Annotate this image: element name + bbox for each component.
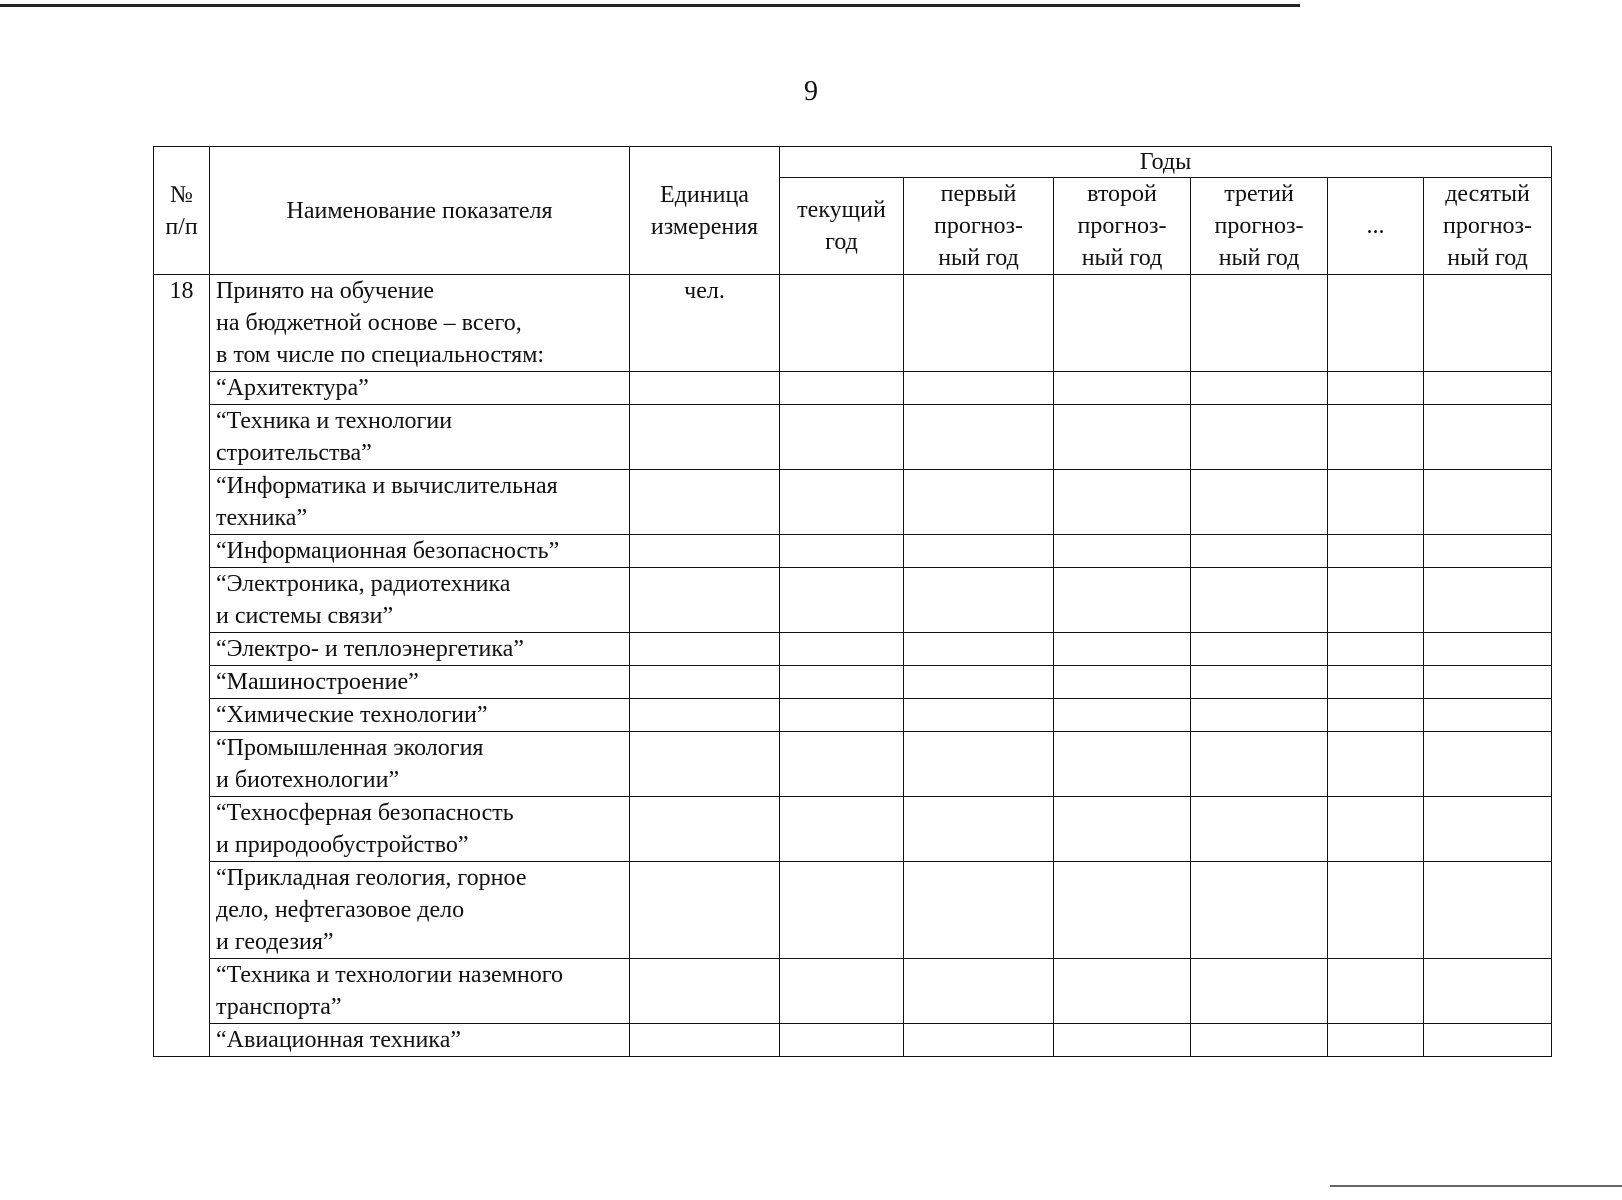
year-value-cell — [1191, 862, 1328, 959]
table-row — [154, 732, 1552, 797]
year-value-cell — [780, 862, 904, 959]
year-value-cell — [1191, 732, 1328, 797]
year-value-cell — [1191, 470, 1328, 535]
year-value-cell — [904, 535, 1054, 568]
year-value-cell — [1328, 405, 1424, 470]
header-year-first: первый прогноз- ный год — [904, 178, 1054, 275]
unit-cell — [630, 732, 780, 797]
year-value-cell — [1424, 633, 1552, 666]
year-value-cell — [780, 470, 904, 535]
indicator-name-cell: “Промышленная экология и биотехнологии” — [210, 732, 630, 797]
page-number: 9 — [804, 76, 818, 107]
year-value-cell — [780, 405, 904, 470]
unit-cell — [630, 633, 780, 666]
top-rule — [0, 4, 1300, 7]
table-row — [154, 275, 1552, 372]
unit-cell — [630, 959, 780, 1024]
year-value-cell — [780, 275, 904, 372]
year-value-cell — [1328, 862, 1424, 959]
year-value-cell — [1424, 568, 1552, 633]
indicator-name-cell: “Техника и технологии наземного транспорта” — [210, 959, 630, 1024]
year-value-cell — [1424, 699, 1552, 732]
year-value-cell — [1054, 699, 1191, 732]
table-row — [154, 699, 1552, 732]
year-value-cell — [1054, 862, 1191, 959]
year-value-cell — [1424, 275, 1552, 372]
unit-cell — [630, 699, 780, 732]
year-value-cell — [1328, 1024, 1424, 1057]
year-value-cell — [1191, 797, 1328, 862]
indicator-name-cell: “Электроника, радиотехника и системы связи” — [210, 568, 630, 633]
year-value-cell — [1054, 535, 1191, 568]
header-year-current: текущий год — [780, 178, 904, 275]
year-value-cell — [1328, 633, 1424, 666]
year-value-cell — [904, 405, 1054, 470]
year-value-cell — [1328, 959, 1424, 1024]
header-year-third: третий прогноз- ный год — [1191, 178, 1328, 275]
indicator-name-cell: “Авиационная техника” — [210, 1024, 630, 1057]
year-value-cell — [1054, 633, 1191, 666]
year-value-cell — [904, 1024, 1054, 1057]
unit-cell — [630, 405, 780, 470]
year-value-cell — [780, 732, 904, 797]
table-row — [154, 959, 1552, 1024]
year-value-cell — [1054, 568, 1191, 633]
year-value-cell — [1424, 1024, 1552, 1057]
year-value-cell — [1054, 1024, 1191, 1057]
table-body — [154, 275, 1552, 1057]
year-value-cell — [1328, 732, 1424, 797]
header-year-tenth: десятый прогноз- ный год — [1424, 178, 1552, 275]
indicators-table — [153, 146, 1552, 1057]
year-value-cell — [1424, 535, 1552, 568]
bottom-rule — [1330, 1185, 1622, 1187]
year-value-cell — [904, 699, 1054, 732]
unit-cell — [630, 372, 780, 405]
year-value-cell — [1328, 275, 1424, 372]
indicator-name-cell: “Информационная безопасность” — [210, 535, 630, 568]
table-row — [154, 405, 1552, 470]
header-year-ellipsis: ... — [1328, 178, 1424, 275]
header-year-second: второй прогноз- ный год — [1054, 178, 1191, 275]
year-value-cell — [1054, 666, 1191, 699]
header-number: № п/п — [154, 147, 210, 275]
year-value-cell — [1054, 405, 1191, 470]
year-value-cell — [904, 470, 1054, 535]
table-row — [154, 666, 1552, 699]
unit-cell — [630, 1024, 780, 1057]
year-value-cell — [1191, 959, 1328, 1024]
year-value-cell — [904, 797, 1054, 862]
header-years-group: Годы — [780, 147, 1552, 178]
year-value-cell — [904, 666, 1054, 699]
indicator-name-cell: Принято на обучение на бюджетной основе – всего, в том числе по специальностям: — [210, 275, 630, 372]
header-indicator-name: Наименование показателя — [210, 147, 630, 275]
year-value-cell — [780, 797, 904, 862]
year-value-cell — [1328, 535, 1424, 568]
year-value-cell — [904, 633, 1054, 666]
table-row — [154, 1024, 1552, 1057]
year-value-cell — [780, 666, 904, 699]
year-value-cell — [780, 568, 904, 633]
unit-cell — [630, 535, 780, 568]
year-value-cell — [1191, 1024, 1328, 1057]
year-value-cell — [1191, 405, 1328, 470]
year-value-cell — [904, 372, 1054, 405]
year-value-cell — [1328, 797, 1424, 862]
year-value-cell — [780, 699, 904, 732]
year-value-cell — [1054, 959, 1191, 1024]
indicator-name-cell: “Архитектура” — [210, 372, 630, 405]
year-value-cell — [780, 535, 904, 568]
indicator-name-cell: “Электро- и теплоэнергетика” — [210, 633, 630, 666]
year-value-cell — [904, 862, 1054, 959]
table-row — [154, 797, 1552, 862]
year-value-cell — [1191, 372, 1328, 405]
year-value-cell — [904, 568, 1054, 633]
table-row — [154, 372, 1552, 405]
indicator-name-cell: “Техника и технологии строительства” — [210, 405, 630, 470]
unit-cell — [630, 666, 780, 699]
year-value-cell — [1424, 862, 1552, 959]
year-value-cell — [1054, 470, 1191, 535]
year-value-cell — [1191, 699, 1328, 732]
year-value-cell — [1054, 797, 1191, 862]
indicator-name-cell: “Техносферная безопасность и природообустройство” — [210, 797, 630, 862]
year-value-cell — [1054, 275, 1191, 372]
year-value-cell — [780, 633, 904, 666]
row-number-cell: 18 — [154, 275, 210, 1057]
year-value-cell — [1191, 568, 1328, 633]
unit-cell — [630, 797, 780, 862]
year-value-cell — [904, 275, 1054, 372]
year-value-cell — [1424, 372, 1552, 405]
year-value-cell — [1328, 699, 1424, 732]
year-value-cell — [1191, 633, 1328, 666]
year-value-cell — [780, 959, 904, 1024]
year-value-cell — [1191, 535, 1328, 568]
unit-cell — [630, 470, 780, 535]
indicator-name-cell: “Химические технологии” — [210, 699, 630, 732]
indicator-name-cell: “Прикладная геология, горное дело, нефтегазовое дело и геодезия” — [210, 862, 630, 959]
header-unit: Единица измерения — [630, 147, 780, 275]
year-value-cell — [1328, 470, 1424, 535]
year-value-cell — [1424, 470, 1552, 535]
indicator-name-cell: “Информатика и вычислительная техника” — [210, 470, 630, 535]
year-value-cell — [1054, 732, 1191, 797]
year-value-cell — [1424, 405, 1552, 470]
year-value-cell — [1424, 666, 1552, 699]
year-value-cell — [1328, 666, 1424, 699]
table-row — [154, 470, 1552, 535]
table-header — [154, 147, 1552, 275]
year-value-cell — [780, 1024, 904, 1057]
year-value-cell — [1424, 797, 1552, 862]
indicator-name-cell: “Машиностроение” — [210, 666, 630, 699]
year-value-cell — [904, 732, 1054, 797]
year-value-cell — [1328, 372, 1424, 405]
year-value-cell — [1328, 568, 1424, 633]
unit-cell — [630, 568, 780, 633]
year-value-cell — [1054, 372, 1191, 405]
year-value-cell — [904, 959, 1054, 1024]
year-value-cell — [1424, 959, 1552, 1024]
unit-cell: чел. — [630, 275, 780, 372]
year-value-cell — [780, 372, 904, 405]
unit-cell — [630, 862, 780, 959]
table-row — [154, 568, 1552, 633]
year-value-cell — [1191, 666, 1328, 699]
year-value-cell — [1191, 275, 1328, 372]
year-value-cell — [1424, 732, 1552, 797]
table-row — [154, 535, 1552, 568]
table-row — [154, 633, 1552, 666]
table-row — [154, 862, 1552, 959]
